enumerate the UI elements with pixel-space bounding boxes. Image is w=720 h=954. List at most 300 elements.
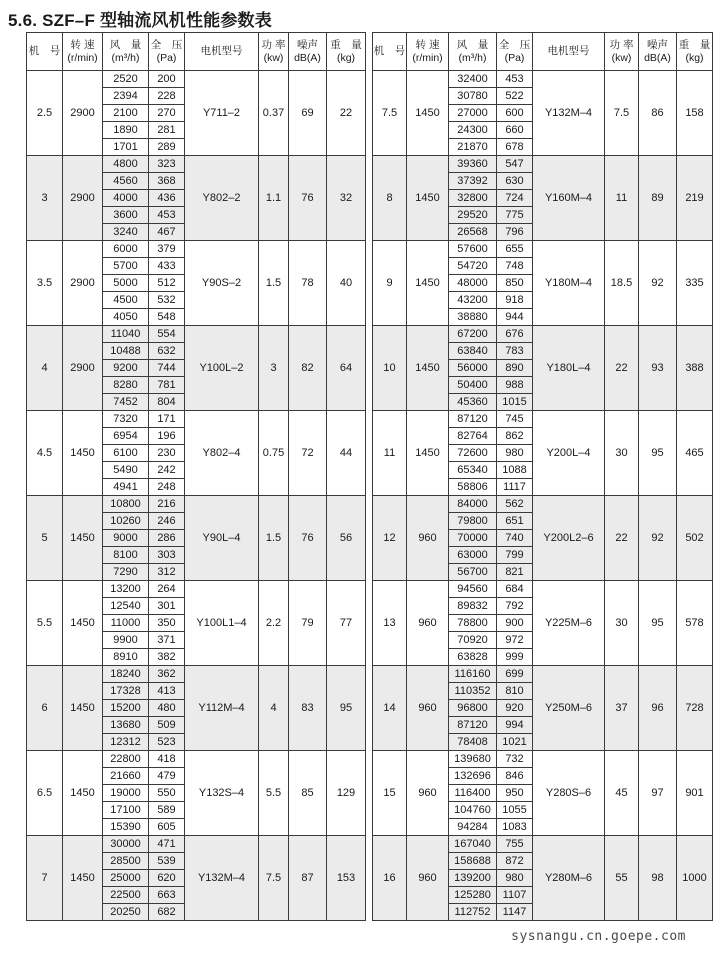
flow-cell: 79800	[449, 513, 497, 530]
header-line: 重 量	[330, 38, 362, 51]
flow-cell: 5700	[103, 258, 149, 275]
flow-cell: 11000	[103, 615, 149, 632]
header-speed	[63, 33, 103, 71]
flow-cell: 25000	[103, 870, 149, 887]
flow-cell: 12540	[103, 598, 149, 615]
weight-cell: 1000	[677, 836, 713, 921]
pressure-cell: 371	[149, 632, 185, 649]
power-cell: 7.5	[605, 71, 639, 156]
model-no-cell: 3.5	[27, 241, 63, 326]
flow-cell: 87120	[449, 717, 497, 734]
power-cell: 2.2	[259, 581, 289, 666]
speed-cell: 960	[407, 751, 449, 836]
noise-cell: 97	[639, 751, 677, 836]
model-no-cell: 14	[373, 666, 407, 751]
flow-cell: 4050	[103, 309, 149, 326]
weight-cell: 728	[677, 666, 713, 751]
table-row	[373, 411, 713, 428]
pressure-cell: 433	[149, 258, 185, 275]
pressure-cell: 748	[497, 258, 533, 275]
weight-cell: 129	[327, 751, 366, 836]
pressure-cell: 1015	[497, 394, 533, 411]
pressure-cell: 512	[149, 275, 185, 292]
flow-cell: 11040	[103, 326, 149, 343]
flow-cell: 38880	[449, 309, 497, 326]
model-no-cell: 5	[27, 496, 63, 581]
motor-cell: Y112M–4	[185, 666, 259, 751]
header-noise	[289, 33, 327, 71]
flow-cell: 110352	[449, 683, 497, 700]
noise-cell: 86	[639, 71, 677, 156]
flow-cell: 7320	[103, 411, 149, 428]
motor-cell: Y250M–6	[533, 666, 605, 751]
speed-cell: 1450	[63, 751, 103, 836]
flow-cell: 43200	[449, 292, 497, 309]
weight-cell: 901	[677, 751, 713, 836]
pressure-cell: 1055	[497, 802, 533, 819]
noise-cell: 95	[639, 411, 677, 496]
flow-cell: 37392	[449, 173, 497, 190]
pressure-cell: 382	[149, 649, 185, 666]
pressure-cell: 171	[149, 411, 185, 428]
table-row	[27, 411, 366, 428]
flow-cell: 1890	[103, 122, 149, 139]
speed-cell: 960	[407, 666, 449, 751]
flow-cell: 28500	[103, 853, 149, 870]
pressure-cell: 379	[149, 241, 185, 258]
header-line: (Pa)	[504, 51, 525, 64]
noise-cell: 98	[639, 836, 677, 921]
weight-cell: 95	[327, 666, 366, 751]
flow-cell: 139680	[449, 751, 497, 768]
table-row	[27, 666, 366, 683]
flow-cell: 50400	[449, 377, 497, 394]
model-no-cell: 13	[373, 581, 407, 666]
flow-cell: 78800	[449, 615, 497, 632]
pressure-cell: 303	[149, 547, 185, 564]
pressure-cell: 362	[149, 666, 185, 683]
model-no-cell: 3	[27, 156, 63, 241]
table-row	[27, 71, 366, 88]
header-weight	[327, 33, 366, 71]
model-no-cell: 16	[373, 836, 407, 921]
header-line: 功 率	[609, 38, 634, 51]
flow-cell: 20250	[103, 904, 149, 921]
pressure-cell: 1088	[497, 462, 533, 479]
flow-cell: 7452	[103, 394, 149, 411]
flow-cell: 2394	[103, 88, 149, 105]
flow-cell: 17100	[103, 802, 149, 819]
noise-cell: 76	[289, 156, 327, 241]
flow-cell: 24300	[449, 122, 497, 139]
table-row	[373, 666, 713, 683]
flow-cell: 116400	[449, 785, 497, 802]
weight-cell: 44	[327, 411, 366, 496]
pressure-cell: 1083	[497, 819, 533, 836]
pressure-cell: 281	[149, 122, 185, 139]
flow-cell: 32800	[449, 190, 497, 207]
flow-cell: 8100	[103, 547, 149, 564]
pressure-cell: 792	[497, 598, 533, 615]
pressure-cell: 781	[149, 377, 185, 394]
pressure-cell: 920	[497, 700, 533, 717]
flow-cell: 82764	[449, 428, 497, 445]
flow-cell: 8910	[103, 649, 149, 666]
table-row	[27, 496, 366, 513]
flow-cell: 10260	[103, 513, 149, 530]
flow-cell: 9000	[103, 530, 149, 547]
motor-cell: Y802–2	[185, 156, 259, 241]
header-line: 全 压	[498, 38, 531, 51]
header-line: 电机型号	[547, 45, 590, 57]
pressure-cell: 467	[149, 224, 185, 241]
header-line: (kg)	[685, 51, 704, 64]
header-line: 转 速	[70, 38, 95, 51]
header-line: dB(A)	[294, 51, 321, 64]
watermark-text: sysnangu.cn.goepe.com	[511, 929, 686, 944]
pressure-cell: 479	[149, 768, 185, 785]
model-no-cell: 4	[27, 326, 63, 411]
flow-cell: 116160	[449, 666, 497, 683]
pressure-cell: 312	[149, 564, 185, 581]
flow-cell: 9200	[103, 360, 149, 377]
power-cell: 11	[605, 156, 639, 241]
flow-cell: 63828	[449, 649, 497, 666]
pressure-cell: 699	[497, 666, 533, 683]
noise-cell: 92	[639, 241, 677, 326]
model-no-cell: 12	[373, 496, 407, 581]
flow-cell: 13200	[103, 581, 149, 598]
pressure-cell: 323	[149, 156, 185, 173]
model-no-cell: 5.5	[27, 581, 63, 666]
pressure-cell: 418	[149, 751, 185, 768]
flow-cell: 19000	[103, 785, 149, 802]
flow-cell: 67200	[449, 326, 497, 343]
weight-cell: 40	[327, 241, 366, 326]
flow-cell: 22500	[103, 887, 149, 904]
weight-cell: 22	[327, 71, 366, 156]
pressure-cell: 196	[149, 428, 185, 445]
power-cell: 1.5	[259, 496, 289, 581]
pressure-cell: 230	[149, 445, 185, 462]
motor-cell: Y180L–4	[533, 326, 605, 411]
flow-cell: 4560	[103, 173, 149, 190]
flow-cell: 84000	[449, 496, 497, 513]
header-line: (Pa)	[156, 51, 177, 64]
flow-cell: 96800	[449, 700, 497, 717]
flow-cell: 29520	[449, 207, 497, 224]
pressure-cell: 600	[497, 105, 533, 122]
noise-cell: 87	[289, 836, 327, 921]
pressure-cell: 620	[149, 870, 185, 887]
motor-cell: Y180M–4	[533, 241, 605, 326]
header-line: (r/min)	[412, 51, 443, 64]
flow-cell: 15390	[103, 819, 149, 836]
flow-cell: 87120	[449, 411, 497, 428]
flow-cell: 70920	[449, 632, 497, 649]
pressure-cell: 890	[497, 360, 533, 377]
pressure-cell: 547	[497, 156, 533, 173]
pressure-cell: 804	[149, 394, 185, 411]
power-cell: 4	[259, 666, 289, 751]
flow-cell: 10488	[103, 343, 149, 360]
flow-cell: 158688	[449, 853, 497, 870]
flow-cell: 56700	[449, 564, 497, 581]
power-cell: 5.5	[259, 751, 289, 836]
pressure-cell: 228	[149, 88, 185, 105]
flow-cell: 167040	[449, 836, 497, 853]
flow-cell: 6100	[103, 445, 149, 462]
page-title: 5.6. SZF–F 型轴流风机性能参数表	[8, 11, 272, 30]
power-cell: 1.1	[259, 156, 289, 241]
power-cell: 37	[605, 666, 639, 751]
motor-cell: Y200L–4	[533, 411, 605, 496]
speed-cell: 960	[407, 836, 449, 921]
pressure-cell: 248	[149, 479, 185, 496]
flow-cell: 57600	[449, 241, 497, 258]
noise-cell: 92	[639, 496, 677, 581]
speed-cell: 1450	[63, 666, 103, 751]
motor-cell: Y100L1–4	[185, 581, 259, 666]
pressure-cell: 660	[497, 122, 533, 139]
header-line: (m³/h)	[111, 51, 140, 64]
motor-cell: Y132M–4	[185, 836, 259, 921]
flow-cell: 1701	[103, 139, 149, 156]
pressure-cell: 732	[497, 751, 533, 768]
table-row	[27, 581, 366, 598]
pressure-cell: 900	[497, 615, 533, 632]
flow-cell: 22800	[103, 751, 149, 768]
pressure-cell: 783	[497, 343, 533, 360]
model-no-cell: 8	[373, 156, 407, 241]
pressure-cell: 200	[149, 71, 185, 88]
motor-cell: Y200L2–6	[533, 496, 605, 581]
pressure-cell: 850	[497, 275, 533, 292]
pressure-cell: 589	[149, 802, 185, 819]
pressure-cell: 480	[149, 700, 185, 717]
pressure-cell: 368	[149, 173, 185, 190]
pressure-cell: 796	[497, 224, 533, 241]
weight-cell: 56	[327, 496, 366, 581]
motor-cell: Y100L–2	[185, 326, 259, 411]
header-weight	[677, 33, 713, 71]
noise-cell: 79	[289, 581, 327, 666]
pressure-cell: 821	[497, 564, 533, 581]
flow-cell: 18240	[103, 666, 149, 683]
header-line: (kg)	[336, 51, 356, 64]
pressure-cell: 289	[149, 139, 185, 156]
pressure-cell: 539	[149, 853, 185, 870]
flow-cell: 94560	[449, 581, 497, 598]
pressure-cell: 1147	[497, 904, 533, 921]
header-model-no	[27, 33, 63, 71]
weight-cell: 64	[327, 326, 366, 411]
pressure-cell: 270	[149, 105, 185, 122]
flow-cell: 2100	[103, 105, 149, 122]
pressure-cell: 532	[149, 292, 185, 309]
header-line: (r/min)	[67, 51, 98, 64]
weight-cell: 465	[677, 411, 713, 496]
pressure-cell: 1117	[497, 479, 533, 496]
weight-cell: 32	[327, 156, 366, 241]
weight-cell: 335	[677, 241, 713, 326]
header-line: (kw)	[611, 51, 632, 64]
flow-cell: 5490	[103, 462, 149, 479]
pressure-cell: 678	[497, 139, 533, 156]
pressure-cell: 523	[149, 734, 185, 751]
pressure-cell: 550	[149, 785, 185, 802]
noise-cell: 82	[289, 326, 327, 411]
flow-cell: 70000	[449, 530, 497, 547]
pressure-cell: 745	[497, 411, 533, 428]
spec-table-left	[26, 32, 366, 921]
model-no-cell: 6	[27, 666, 63, 751]
flow-cell: 27000	[449, 105, 497, 122]
flow-cell: 63840	[449, 343, 497, 360]
noise-cell: 93	[639, 326, 677, 411]
noise-cell: 76	[289, 496, 327, 581]
pressure-cell: 548	[149, 309, 185, 326]
pressure-cell: 682	[149, 904, 185, 921]
flow-cell: 56000	[449, 360, 497, 377]
pressure-cell: 676	[497, 326, 533, 343]
noise-cell: 69	[289, 71, 327, 156]
flow-cell: 15200	[103, 700, 149, 717]
flow-cell: 8280	[103, 377, 149, 394]
header-line: 功 率	[261, 38, 286, 51]
speed-cell: 1450	[407, 326, 449, 411]
pressure-cell: 471	[149, 836, 185, 853]
noise-cell: 78	[289, 241, 327, 326]
power-cell: 1.5	[259, 241, 289, 326]
speed-cell: 1450	[63, 581, 103, 666]
flow-cell: 3240	[103, 224, 149, 241]
pressure-cell: 509	[149, 717, 185, 734]
pressure-cell: 453	[497, 71, 533, 88]
pressure-cell: 554	[149, 326, 185, 343]
header-motor	[185, 33, 259, 71]
flow-cell: 125280	[449, 887, 497, 904]
motor-cell: Y160M–4	[533, 156, 605, 241]
table-row	[373, 326, 713, 343]
pressure-cell: 944	[497, 309, 533, 326]
motor-cell: Y225M–6	[533, 581, 605, 666]
pressure-cell: 264	[149, 581, 185, 598]
pressure-cell: 846	[497, 768, 533, 785]
pressure-cell: 918	[497, 292, 533, 309]
weight-cell: 158	[677, 71, 713, 156]
pressure-cell: 286	[149, 530, 185, 547]
weight-cell: 578	[677, 581, 713, 666]
motor-cell: Y132S–4	[185, 751, 259, 836]
noise-cell: 89	[639, 156, 677, 241]
header-line: 风 量	[456, 38, 489, 51]
power-cell: 3	[259, 326, 289, 411]
table-row	[373, 241, 713, 258]
model-no-cell: 7.5	[373, 71, 407, 156]
pressure-cell: 950	[497, 785, 533, 802]
model-no-cell: 4.5	[27, 411, 63, 496]
header-noise	[639, 33, 677, 71]
table-row	[373, 836, 713, 853]
weight-cell: 502	[677, 496, 713, 581]
power-cell: 18.5	[605, 241, 639, 326]
spec-table-right	[372, 32, 713, 921]
header-line: 机 号	[373, 45, 406, 57]
pressure-cell: 453	[149, 207, 185, 224]
pressure-cell: 755	[497, 836, 533, 853]
model-no-cell: 2.5	[27, 71, 63, 156]
flow-cell: 112752	[449, 904, 497, 921]
speed-cell: 1450	[63, 496, 103, 581]
header-line: 重 量	[678, 38, 711, 51]
model-no-cell: 9	[373, 241, 407, 326]
pressure-cell: 350	[149, 615, 185, 632]
flow-cell: 5000	[103, 275, 149, 292]
noise-cell: 96	[639, 666, 677, 751]
pressure-cell: 630	[497, 173, 533, 190]
pressure-cell: 242	[149, 462, 185, 479]
pressure-cell: 522	[497, 88, 533, 105]
pressure-cell: 413	[149, 683, 185, 700]
table-row	[27, 241, 366, 258]
flow-cell: 72600	[449, 445, 497, 462]
pressure-cell: 740	[497, 530, 533, 547]
speed-cell: 1450	[63, 836, 103, 921]
motor-cell: Y90L–4	[185, 496, 259, 581]
flow-cell: 89832	[449, 598, 497, 615]
flow-cell: 12312	[103, 734, 149, 751]
table-row	[373, 71, 713, 88]
pressure-cell: 988	[497, 377, 533, 394]
power-cell: 30	[605, 581, 639, 666]
pressure-cell: 301	[149, 598, 185, 615]
pressure-cell: 999	[497, 649, 533, 666]
noise-cell: 83	[289, 666, 327, 751]
pressure-cell: 972	[497, 632, 533, 649]
speed-cell: 960	[407, 581, 449, 666]
header-pressure	[149, 33, 185, 71]
pressure-cell: 994	[497, 717, 533, 734]
pressure-cell: 810	[497, 683, 533, 700]
pressure-cell: 246	[149, 513, 185, 530]
speed-cell: 1450	[407, 71, 449, 156]
power-cell: 22	[605, 496, 639, 581]
pressure-cell: 980	[497, 870, 533, 887]
flow-cell: 132696	[449, 768, 497, 785]
power-cell: 55	[605, 836, 639, 921]
model-no-cell: 6.5	[27, 751, 63, 836]
pressure-cell: 605	[149, 819, 185, 836]
header-line: 风 量	[109, 38, 142, 51]
pressure-cell: 651	[497, 513, 533, 530]
flow-cell: 26568	[449, 224, 497, 241]
table-row	[373, 751, 713, 768]
header-power	[259, 33, 289, 71]
header-line: dB(A)	[644, 51, 671, 64]
pressure-cell: 655	[497, 241, 533, 258]
flow-cell: 3600	[103, 207, 149, 224]
table-row	[27, 751, 366, 768]
flow-cell: 9900	[103, 632, 149, 649]
flow-cell: 17328	[103, 683, 149, 700]
speed-cell: 1450	[407, 411, 449, 496]
flow-cell: 58806	[449, 479, 497, 496]
speed-cell: 960	[407, 496, 449, 581]
header-line: 噪声	[647, 38, 668, 51]
power-cell: 0.75	[259, 411, 289, 496]
header-line: (kw)	[263, 51, 284, 64]
